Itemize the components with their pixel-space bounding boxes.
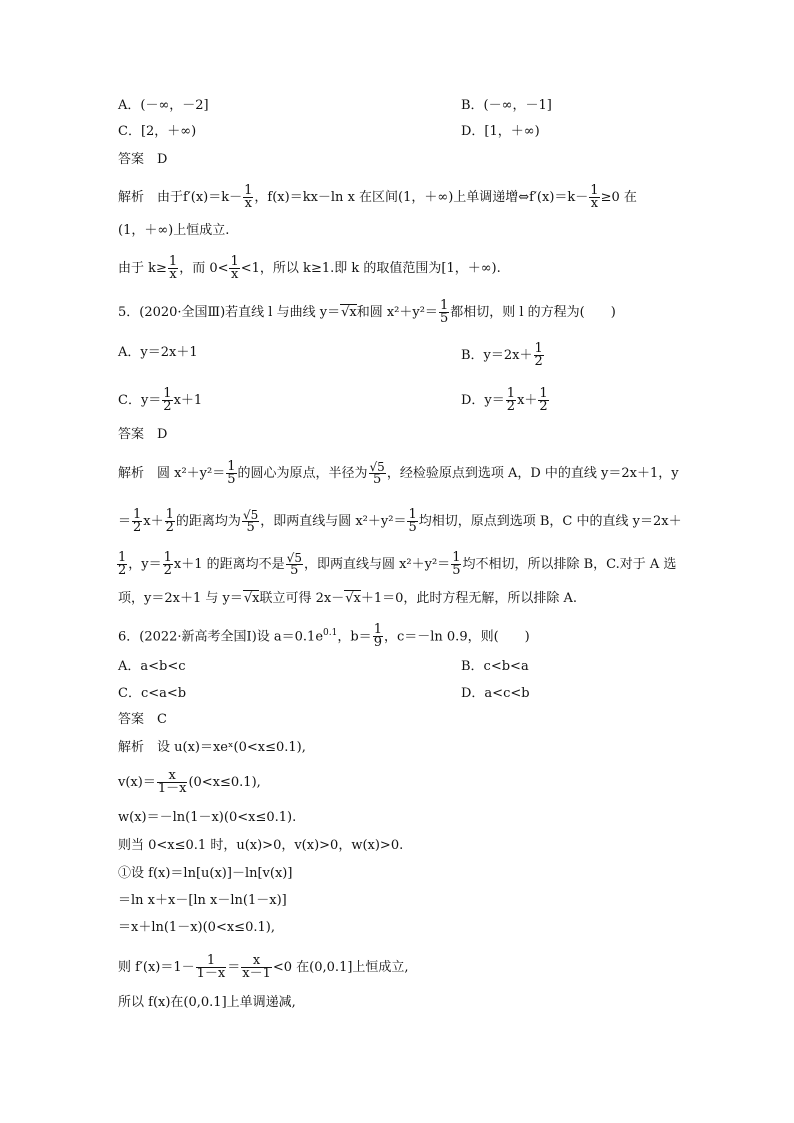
q4-analysis-line-2: (1，＋∞)上恒成立. bbox=[118, 223, 230, 238]
q6-option-row-2 bbox=[118, 684, 530, 704]
q6-analysis-line-1: 解析 设 u(x)＝xeˣ(0<x≤0.1), bbox=[118, 740, 306, 755]
q6-option-a: A．a<b<c bbox=[118, 659, 186, 674]
q4-option-a: A．(－∞，－2] bbox=[118, 98, 209, 113]
q4-option-row-1 bbox=[118, 96, 552, 116]
fraction: $\frac{1}{x}$ bbox=[168, 254, 178, 282]
fraction: $\frac{1}{x}$ bbox=[230, 254, 239, 282]
fraction: $\frac{1}{x}$ bbox=[244, 183, 253, 211]
fraction: $\frac{1}{5}$ bbox=[439, 298, 449, 326]
q6-analysis-line-8: 则 f′(x)＝1－ $\frac{1}{1-x}$ ＝ $\frac{x}{x-1}$ <0 在(0,0.1]上恒成立, bbox=[118, 953, 409, 981]
q5-option-a: A．y＝2x＋1 bbox=[118, 345, 198, 360]
q4-option-c: C．[2，＋∞) bbox=[118, 124, 197, 139]
q6-analysis-line-7: ＝x＋ln(1－x)(0<x≤0.1), bbox=[118, 920, 275, 935]
q5-analysis-line-1: 解析 圆 x²＋y²＝ $\frac{1}{5}$ 的圆心为原点，半径为 $\frac{√5}{5}$ ，经检验原点到选项 A，D 中的直线 y＝2x＋1，y bbox=[118, 459, 679, 487]
q6-analysis-line-6: ＝ln x＋x－[ln x－ln(1－x)] bbox=[118, 893, 287, 908]
q6-answer: 答案 C bbox=[118, 712, 167, 727]
q6-option-d: D．a<c<b bbox=[461, 686, 530, 701]
q5-option-row-2 bbox=[118, 386, 548, 414]
q5-analysis-line-3: $\frac{1}{2}$ ，y＝ $\frac{1}{2}$ x＋1 的距离均不是 $\frac{√5}{5}$ ，即两直线与圆 x²＋y²＝ $\frac{1}{5}$ 均不相切，所以排除 B，C.对于 A 选 bbox=[118, 550, 677, 578]
q6-option-row-1 bbox=[118, 657, 529, 677]
q6-option-c: C．c<a<b bbox=[118, 686, 187, 701]
q5-stem: 5．(2020·全国Ⅲ)若直线 l 与曲线 y＝√x和圆 x²＋y²＝ $\frac{1}{5}$ 都相切，则 l 的方程为( ) bbox=[118, 298, 616, 326]
q6-analysis-line-4: 则当 0<x≤0.1 时，u(x)>0，v(x)>0，w(x)>0. bbox=[118, 838, 404, 853]
sqrt-x: √x bbox=[341, 305, 357, 320]
q4-option-d: D．[1，＋∞) bbox=[461, 124, 540, 139]
q5-analysis-line-2: ＝ $\frac{1}{2}$ x＋ $\frac{1}{2}$ 的距离均为 $\frac{√5}{5}$ ，即两直线与圆 x²＋y²＝ $\frac{1}{5}$ 均相切，原点到选项 B，C 中的直线 y＝2x＋ bbox=[118, 507, 682, 535]
q5-option-c: C．y＝ $\frac{1}{2}$ x＋1 bbox=[118, 386, 203, 414]
q4-option-b: B．(－∞，－1] bbox=[461, 98, 552, 113]
q6-stem: 6．(2022·新高考全国Ⅰ)设 $a=0.1e^{0.1}$，b＝ $\frac{1}{9}$ ，c＝－ln 0.9，则( ) bbox=[118, 622, 530, 651]
q4-answer: 答案 D bbox=[118, 152, 168, 167]
q6-analysis-line-3: w(x)＝－ln(1－x)(0<x≤0.1). bbox=[118, 810, 297, 825]
q5-analysis-line-4: 项，y＝2x＋1 与 y＝√x联立可得 2x－√x＋1＝0，此时方程无解，所以排除 A. bbox=[118, 591, 578, 606]
q6-option-b: B．c<b<a bbox=[461, 659, 529, 674]
fraction: $\frac{1}{x}$ bbox=[590, 183, 599, 211]
q4-analysis-line-1: 解析 由于f′(x)＝k－ $\frac{1}{x}$ ，f(x)＝kx－ln x 在区间(1，＋∞)上单调递增⇔f′(x)＝k－ $\frac{1}{x}$ ≥0 在 bbox=[118, 183, 637, 211]
q5-answer: 答案 D bbox=[118, 427, 168, 442]
q5-option-b: B．y＝2x＋ $\frac{1}{2}$ bbox=[461, 341, 543, 369]
q4-option-row-2 bbox=[118, 122, 540, 142]
q5-option-d: D．y＝ $\frac{1}{2}$ x＋ $\frac{1}{2}$ bbox=[461, 386, 548, 414]
q6-analysis-line-2: v(x)＝ $\frac{x}{1-x}$ (0<x≤0.1), bbox=[118, 768, 261, 796]
q6-analysis-line-5: ①设 f(x)＝ln[u(x)]－ln[v(x)] bbox=[118, 866, 293, 881]
q4-analysis-line-3: 由于 k≥ $\frac{1}{x}$ ，而 0< $\frac{1}{x}$ <1，所以 k≥1.即 k 的取值范围为[1，＋∞). bbox=[118, 254, 501, 282]
q5-option-row-1 bbox=[118, 341, 543, 369]
q6-analysis-line-9: 所以 f(x)在(0,0.1]上单调递减, bbox=[118, 995, 296, 1010]
